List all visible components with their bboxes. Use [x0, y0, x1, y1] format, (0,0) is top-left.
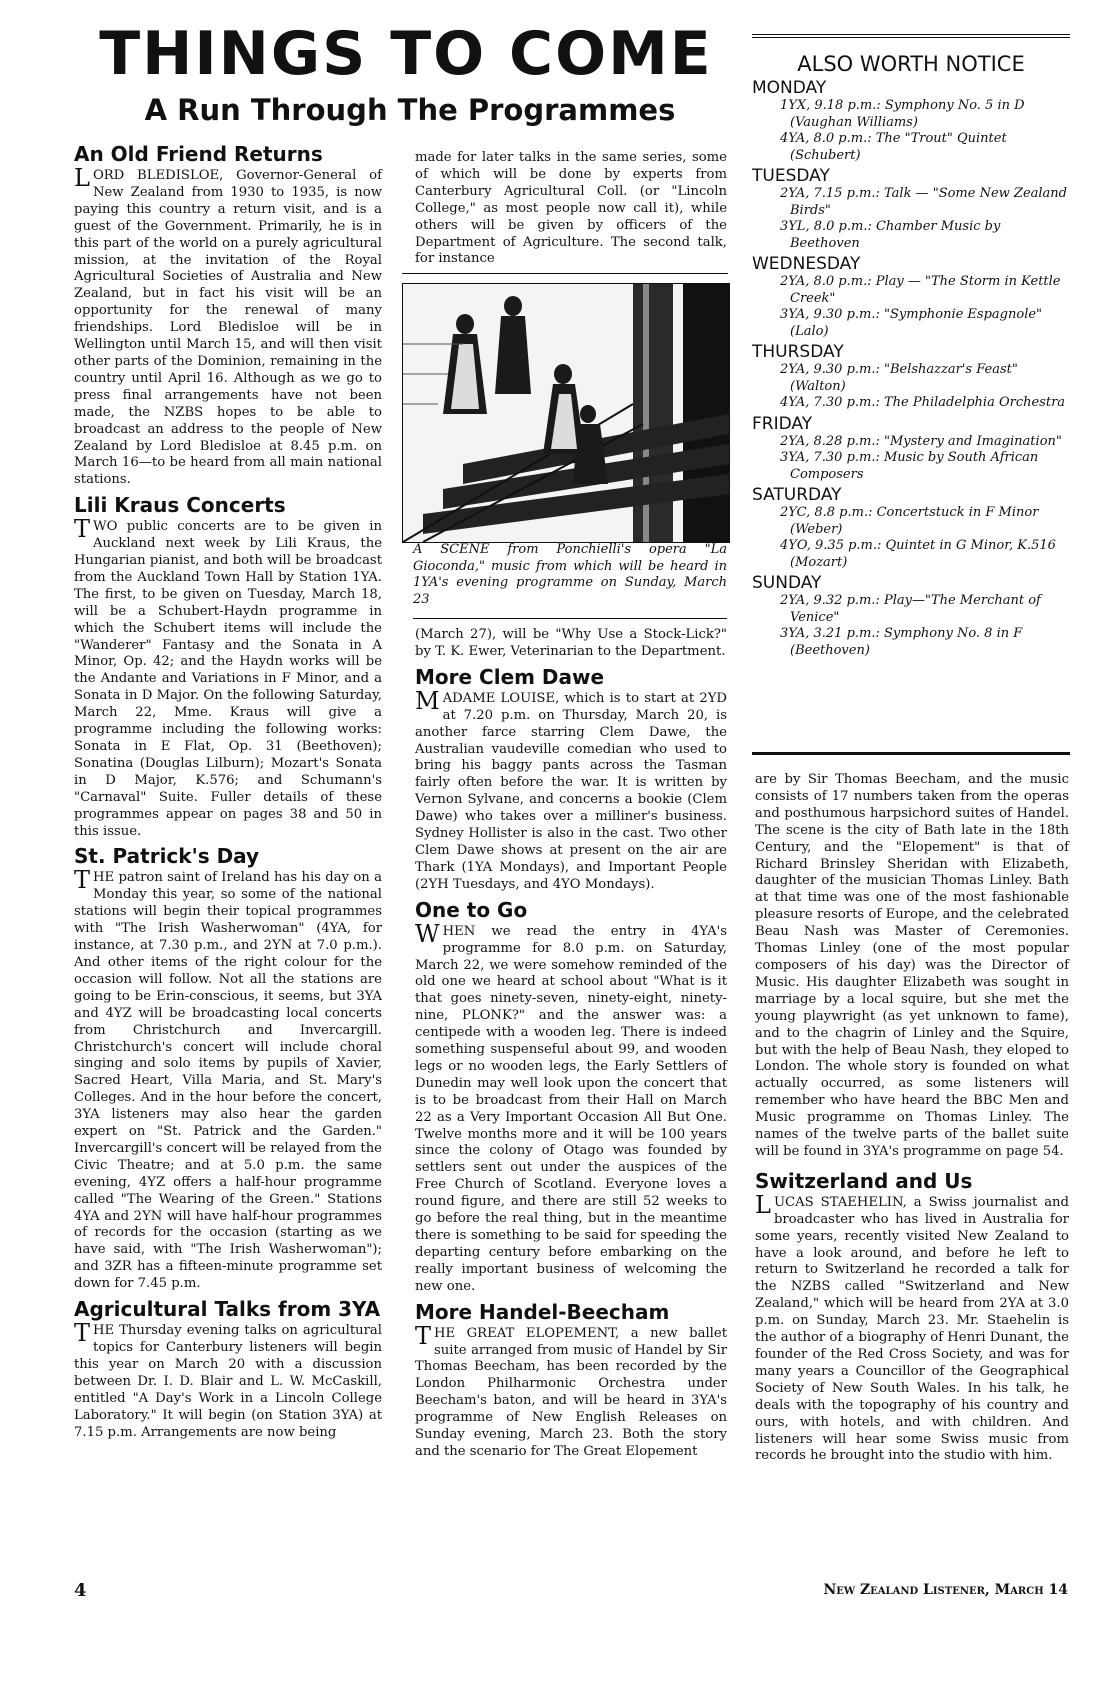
divider: [402, 273, 728, 274]
opera-scene-illustration: [402, 283, 730, 543]
drop-cap: M: [415, 686, 440, 715]
drop-cap: T: [74, 1319, 91, 1348]
schedule-entry: 2YA, 8.28 p.m.: "Mystery and Imagination": [780, 433, 1062, 449]
illustration-graphic: [403, 284, 729, 542]
section-title: More Handel-Beecham: [415, 1299, 670, 1324]
article-text: are by Sir Thomas Beecham, and the music consists of 17 numbers taken from the operas and posthumous harpsichord suites of Handel. The scene is the city of Bath late in the 18th Century, and the "Elopement" is that of Richard Brinsley Sheridan with Elizabeth, daughter of the musician Thomas Linley. Bath at that time was one of the most fashionable pleasure resorts of Europe, and the celebrated Beau Nash was Master of Ceremonies. Thomas Linley (one of the most popular composers of his day) was the Director of Music. His daughter Elizabeth was sought in marriage by a local squire, but she met the young playwright (as yet unknown to fame), and to the chagrin of Linley and the Squire, but with the help of Beau Nash, they eloped to London. The whole story is founded on what actually occurred, as some listeners will remember who have heard the BBC Men and Music programme on Thomas Linley. The names of the twelve parts of the ballet suite will be found in 3YA's programme on page 54.: [755, 772, 1069, 1159]
section-title: Switzerland and Us: [755, 1168, 973, 1193]
page-footer: New Zealand Listener, March 14: [823, 1582, 1068, 1598]
page-number: 4: [74, 1580, 87, 1601]
article-text: WHEN we read the entry in 4YA's programme for 8.0 p.m. on Saturday, March 22, we were somehow reminded of the old one we heard at school about "What is it that goes ninety-seven, ninety-eight, ninety-nine, PLONK?" and the answer was: a centipede with a wooden leg. There is indeed something suspenseful about 99, and wooden legs or no wooden legs, the Early Settlers of Dunedin may well look upon the concert that is to be broadcast from their Hall on March 22 as a Very Important Occasion All But One. Twelve months more and it will be 100 years since the colony of Otago was founded by settlers sent out under the auspices of the Free Church of Scotland. Everyone loves a round figure, and there are still 52 weeks to go before the real thing, but in the meantime there is something to be said for speeding the departing century before embarking on the really important business of welcoming the new one.: [415, 919, 727, 1294]
day-heading: FRIDAY: [752, 413, 813, 434]
section-title: More Clem Dawe: [415, 664, 605, 689]
article-text: made for later talks in the same series, some of which will be done by experts from Canterbury Agricultural Coll. (or "Lincoln College," as most people now call it), while others will be given by officers of the Department of Agriculture. The second talk, for instance: [415, 150, 727, 267]
section-title: Lili Kraus Concerts: [74, 493, 286, 518]
box-title: ALSO WORTH NOTICE: [797, 52, 1025, 76]
column-1: [74, 140, 382, 1441]
drop-cap: T: [74, 866, 91, 895]
section-title: Agricultural Talks from 3YA: [74, 1297, 381, 1322]
schedule-entry: 4YA, 8.0 p.m.: The "Trout" Quintet (Schubert): [780, 131, 1007, 163]
article-text: TWO public concerts are to be given in Auckland next week by Lili Kraus, the Hungarian pianist, and both will be broadcast from the Auckland Town Hall by Station 1YA. The first, to be given on Tuesday, March 18, will be a Schubert-Haydn programme in which the Schubert items will include the "Wanderer" Fantasy and the Sonata in A Minor, Op. 42; and the Haydn works will be the Andante and Variations in F Minor, and a Sonata in D Major. On the following Saturday, March 22, Mme. Kraus will give a programme including the following works: Sonata in E Flat, Op. 31 (Beethoven); Sonatina (Douglas Lilburn); Mozart's Sonata in D Major, K.576; and Schumann's "Carnaval" Suite. Fuller details of these programmes appear on pages 38 and 50 in this issue.: [74, 515, 382, 839]
schedule-entry: 3YA, 9.30 p.m.: "Symphonie Espagnole" (Lalo): [780, 307, 1043, 339]
article-text: MADAME LOUISE, which is to start at 2YD at 7.20 p.m. on Thursday, March 20, is another farce starring Clem Dawe, the Australian vaudeville comedian who used to bring his baggy pants across the Tasman fairly often before the war. It is written by Vernon Sylvane, and concerns a bookie (Clem Dawe) who takes over a milliner's business. Sydney Hollister is also in the cast. Two other Clem Dawe shows at present on the air are Thark (1YA Mondays), and Important People (2YH Tuesdays, and 4YO Mondays).: [415, 686, 727, 892]
box-bottom-rule: [752, 752, 1070, 755]
article-text: LUCAS STAEHELIN, a Swiss journalist and broadcaster who has lived in Australia for some years, recently visited New Zealand to have a look around, and before he left to return to Switzerland he recorded a talk for the NZBS called "Switzerland and New Zealand," which will be heard from 2YA at 3.0 p.m. on Sunday, March 23. Mr. Staehelin is the author of a biography of Henri Dunant, the founder of the Red Cross Society, and was for many years a Councillor of the Geographical Society of New South Wales. In his talk, he deals with the topography of his country and ours, with hotels, and with children. And listeners will hear some Swiss music from records he brought into the studio with him.: [755, 1190, 1069, 1464]
day-heading: THURSDAY: [752, 342, 844, 362]
day-heading: SUNDAY: [752, 573, 822, 593]
column-2: [415, 150, 727, 268]
day-heading: SATURDAY: [752, 485, 842, 505]
day-heading: MONDAY: [752, 78, 827, 98]
also-worth-notice-box: [752, 34, 1070, 659]
illustration-caption: A SCENE from Ponchielli's opera "La Gioconda," music from which will be heard in 1YA's evening programme on Sunday, March 23: [413, 542, 727, 607]
column-3: [755, 772, 1069, 1465]
schedule-entry: 2YA, 9.30 p.m.: "Belshazzar's Feast" (Walton): [780, 362, 1018, 394]
page-subtitle: A Run Through The Programmes: [144, 93, 676, 127]
drop-cap: L: [755, 1190, 771, 1219]
article-text: THE Thursday evening talks on agricultural topics for Canterbury listeners will begin this year on March 20 with a discussion between Dr. I. D. Blair and L. W. McCaskill, entitled "A Day's Work in a Lincoln College Laboratory." It will begin (on Station 3YA) at 7.15 p.m. Arrangements are now being: [74, 1319, 382, 1440]
schedule-list: [752, 78, 1070, 659]
schedule-entry: 4YA, 7.30 p.m.: The Philadelphia Orchestra: [780, 395, 1066, 410]
section-title: One to Go: [415, 897, 528, 922]
day-heading: TUESDAY: [752, 166, 830, 186]
article-text: THE patron saint of Ireland has his day on a Monday this year, so some of the national stations will begin their topical programmes with "The Irish Washerwoman" (4YA, for instance, at 7.30 p.m., and 2YN at 7.0 p.m.). And other items of the right colour for the occasion will follow. Not all the stations are going to be Erin-conscious, it seems, but 3YA and 4YZ will be broadcasting local concerts from Christchurch and Invercargill. Christchurch's concert will include choral singing and solo items by pupils of Xavier, Sacred Heart, Villa Maria, and St. Mary's Colleges. And in the hour before the concert, 3YA listeners may also hear the garden expert on "St. Patrick and the Garden." Invercargill's concert will be relayed from the Civic Theatre; and at 5.0 p.m. the same evening, 4YZ offers a half-hour programme called "The Wearing of the Green." Stations 4YA and 2YN will have half-hour programmes of records for the occasion (starting as we have said, with "The Irish Washerwoman"); and 3ZR has a fifteen-minute programme set down for 7.45 p.m.: [74, 866, 382, 1292]
article-text: (March 27), will be "Why Use a Stock-Lick?" by T. K. Ewer, Veterinarian to the Department.: [415, 627, 727, 659]
schedule-entry: 3YA, 7.30 p.m.: Music by South African Composers: [780, 450, 1039, 482]
drop-cap: L: [74, 164, 90, 192]
drop-cap: T: [415, 1321, 432, 1350]
schedule-entry: 4YO, 9.35 p.m.: Quintet in G Minor, K.516 (Mozart): [780, 538, 1056, 570]
divider: [413, 618, 727, 619]
schedule-entry: 2YA, 9.32 p.m.: Play—"The Merchant of Venice": [780, 593, 1041, 625]
drop-cap: W: [415, 919, 440, 948]
column-2-lower: [415, 627, 727, 1461]
schedule-entry: 2YA, 7.15 p.m.: Talk — "Some New Zealand Birds": [780, 186, 1067, 218]
article-text: LORD BLEDISLOE, Governor-General of New Zealand from 1930 to 1935, is now paying this country a return visit, and is a guest of the Government. Primarily, he is in this part of the world on a purely agricultural mission, at the invitation of the Royal Agricultural Societies of Australia and New Zealand, but in fact his visit will be an opportunity for the renewal of many friendships. Lord Bledisloe will be in Wellington until March 15, and will then visit other parts of the Dominion, remaining in the country until April 16. Although as we go to press final arrangements have not been made, the NZBS hopes to be able to broadcast an address to the people of New Zealand by Lord Bledisloe at 8.45 p.m. on March 16—to be heard from all main national stations.: [74, 164, 382, 488]
schedule-entry: 2YC, 8.8 p.m.: Concertstuck in F Minor (Weber): [780, 505, 1039, 537]
schedule-entry: 3YA, 3.21 p.m.: Symphony No. 8 in F (Beethoven): [780, 626, 1023, 658]
schedule-entry: 1YX, 9.18 p.m.: Symphony No. 5 in D (Vaughan Williams): [780, 98, 1025, 130]
article-text: THE GREAT ELOPEMENT, a new ballet suite arranged from music of Handel by Sir Thomas Beecham, has been recorded by the London Philharmonic Orchestra under Beecham's baton, and will be heard in 3YA's programme of New English Releases on Sunday evening, March 23. Both the story and the scenario for The Great Elopement: [415, 1321, 727, 1459]
drop-cap: T: [74, 515, 91, 544]
illustration-caption-block: [413, 542, 727, 608]
section-title: St. Patrick's Day: [74, 844, 260, 869]
schedule-entry: 3YL, 8.0 p.m.: Chamber Music by Beethoven: [780, 219, 1001, 251]
schedule-entry: 2YA, 8.0 p.m.: Play — "The Storm in Kettle Creek": [780, 274, 1061, 306]
day-heading: WEDNESDAY: [752, 254, 861, 274]
section-title: An Old Friend Returns: [74, 142, 323, 166]
page-title: THINGS TO COME: [99, 19, 713, 89]
